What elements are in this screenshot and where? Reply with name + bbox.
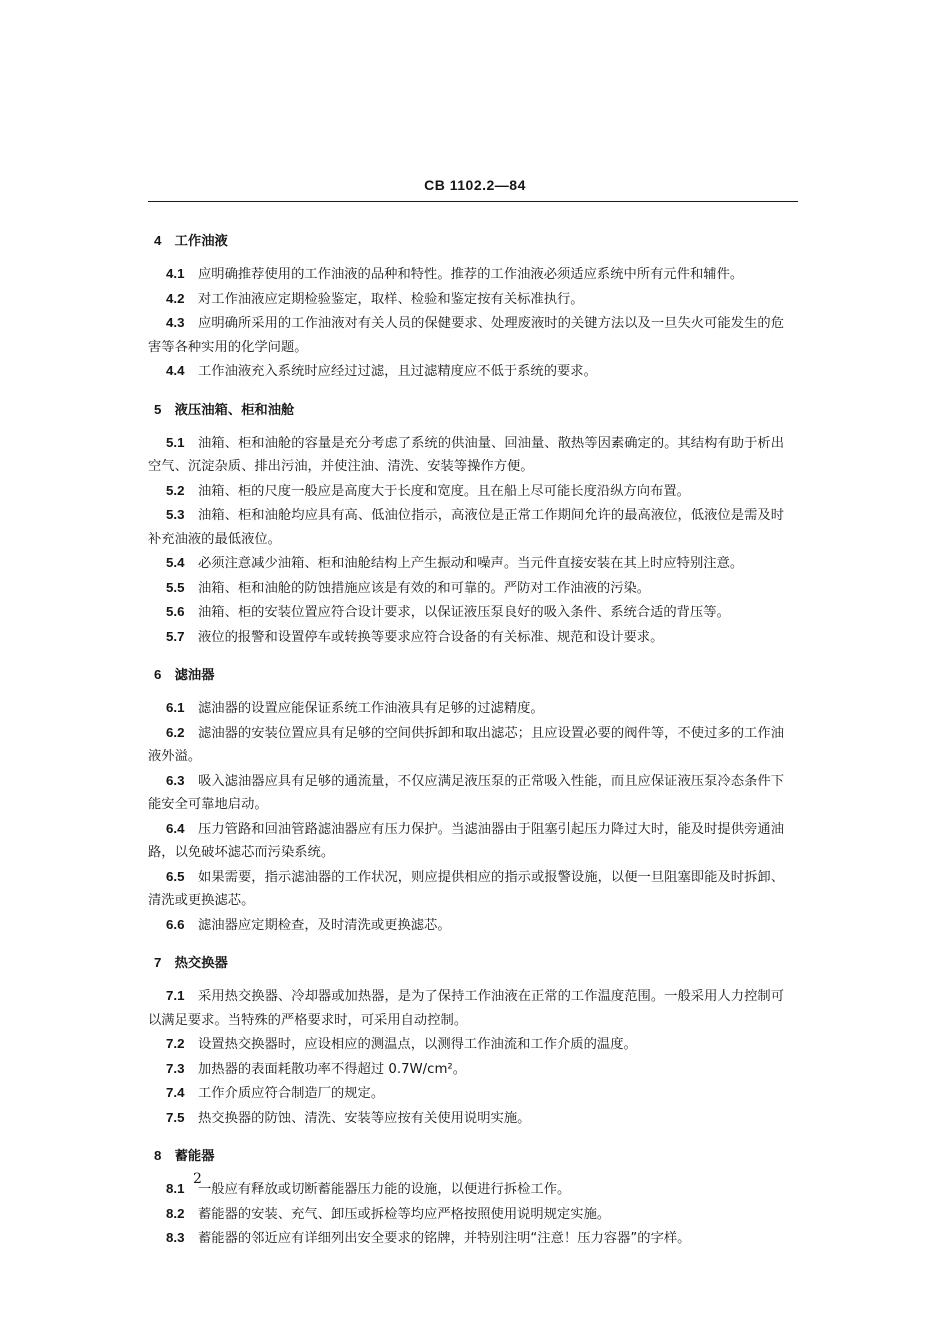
clause-text: 工作介质应符合制造厂的规定。 <box>198 1086 385 1101</box>
clause-text: 必须注意减少油箱、柜和油舱结构上产生振动和噪声。当元件直接安装在其上时应特别注意。 <box>198 556 744 571</box>
section-number: 8 <box>154 1148 162 1163</box>
clause-number: 7.4 <box>166 1085 185 1100</box>
clause-5-1 <box>148 431 784 479</box>
clause-8-3 <box>148 1226 784 1251</box>
clause-5-7 <box>148 625 784 650</box>
clause-7-1 <box>148 984 784 1032</box>
clause-text: 滤油器应定期检查，及时清洗或更换滤芯。 <box>198 917 451 933</box>
section-number: 5 <box>154 401 162 417</box>
clause-number: 7.3 <box>166 1060 185 1076</box>
clause-text: 采用热交换器、冷却器或加热器，是为了保持工作油液在正常的工作温度范围。一般采用人力控制可以满足要求。当特殊的严格要求时，可采用自动控制。 <box>148 989 784 1028</box>
section-title <box>154 230 784 253</box>
clause-7-3 <box>148 1057 784 1082</box>
section-title <box>154 399 784 422</box>
clause-4-3 <box>148 311 784 359</box>
clause-text: 设置热交换器时，应设相应的测温点，以测得工作油流和工作介质的温度。 <box>198 1037 637 1052</box>
section-heading: 滤油器 <box>174 668 215 683</box>
clause-number: 5.1 <box>166 434 185 450</box>
clause-6-2 <box>148 721 784 769</box>
clause-5-3 <box>148 503 784 551</box>
section-title <box>154 1145 784 1168</box>
document-code: CB 1102.2—84 <box>424 177 526 193</box>
clause-text: 滤油器的安装位置应具有足够的空间供拆卸和取出滤芯；且应设置必要的阀件等，不使过多的工作油液外溢。 <box>148 725 784 764</box>
header-rule <box>148 201 798 202</box>
clause-text: 压力管路和回油管路滤油器应有压力保护。当滤油器由于阻塞引起压力降过大时，能及时提供旁通油路，以免破坏滤芯而污染系统。 <box>148 821 784 860</box>
section-number: 4 <box>154 233 162 248</box>
clause-text: 油箱、柜的安装位置应符合设计要求，以保证液压泵良好的吸入条件、系统合适的背压等。 <box>198 605 730 620</box>
clause-4-1 <box>148 262 784 287</box>
clause-6-5 <box>148 865 784 913</box>
clause-number: 4.2 <box>166 290 185 306</box>
clause-number: 5.3 <box>166 507 185 522</box>
clause-text: 液位的报警和设置停车或转换等要求应符合设备的有关标准、规范和设计要求。 <box>198 629 664 645</box>
section-number: 7 <box>154 955 162 970</box>
section-8 <box>148 1145 784 1251</box>
clause-text: 吸入滤油器应具有足够的通流量，不仅应满足液压泵的正常吸入性能，而且应保证液压泵冷态条件下能安全可靠地启动。 <box>148 773 784 812</box>
clause-number: 5.7 <box>166 628 185 644</box>
clause-7-2 <box>148 1032 784 1057</box>
clause-7-4 <box>148 1081 784 1106</box>
clause-6-3 <box>148 769 784 817</box>
clause-text: 油箱、柜和油舱均应具有高、低油位指示，高液位是正常工作期间允许的最高液位，低液位是需及时补充油液的最低液位。 <box>148 508 784 547</box>
clause-5-6 <box>148 600 784 625</box>
clause-text: 油箱、柜和油舱的容量是充分考虑了系统的供油量、回油量、散热等因素确定的。其结构有助于析出空气、沉淀杂质、排出污油，并使注油、清洗、安装等操作方便。 <box>148 435 784 474</box>
section-5 <box>148 399 784 650</box>
section-title <box>154 952 784 975</box>
clause-text: 加热器的表面耗散功率不得超过 0.7W/cm²。 <box>198 1061 467 1077</box>
section-heading: 蓄能器 <box>174 1149 215 1164</box>
clause-text: 应明确推荐使用的工作油液的品种和特性。推荐的工作油液必须适应系统中所有元件和辅件。 <box>198 267 744 282</box>
clause-6-4 <box>148 817 784 865</box>
clause-number: 6.4 <box>166 820 185 836</box>
clause-number: 5.5 <box>166 579 185 595</box>
clause-number: 6.3 <box>166 772 185 788</box>
clause-text: 蓄能器的邻近应有详细列出安全要求的铭牌，并特别注明“注意！压力容器”的字样。 <box>198 1231 691 1246</box>
clause-number: 8.2 <box>166 1205 185 1221</box>
clause-text: 对工作油液应定期检验鉴定，取样、检验和鉴定按有关标准执行。 <box>198 291 584 307</box>
clause-6-1 <box>148 696 784 721</box>
clause-text: 如果需要，指示滤油器的工作状况，则应提供相应的指示或报警设施，以便一旦阻塞即能及时拆卸、清洗或更换滤芯。 <box>148 869 784 908</box>
clause-number: 8.3 <box>166 1230 185 1245</box>
clause-text: 滤油器的设置应能保证系统工作油液具有足够的过滤精度。 <box>198 701 544 716</box>
clause-number: 5.2 <box>166 482 185 498</box>
clause-number: 4.4 <box>166 363 185 378</box>
section-heading: 液压油箱、柜和油舱 <box>174 402 295 418</box>
clause-text: 油箱、柜的尺度一般应是高度大于长度和宽度。且在船上尽可能长度沿纵方向布置。 <box>198 483 690 499</box>
clause-4-4 <box>148 359 784 384</box>
clause-5-2 <box>148 479 784 504</box>
clause-4-2 <box>148 287 784 312</box>
clause-number: 7.2 <box>166 1036 185 1051</box>
clause-number: 5.4 <box>166 555 185 570</box>
page-number: 2 <box>193 1171 202 1187</box>
clause-7-5 <box>148 1106 784 1131</box>
clause-number: 5.6 <box>166 604 185 619</box>
section-title <box>154 664 784 687</box>
clause-8-1 <box>148 1177 784 1202</box>
clause-number: 6.2 <box>166 724 185 740</box>
clause-number: 7.5 <box>166 1109 185 1125</box>
clause-text: 热交换器的防蚀、清洗、安装等应按有关使用说明实施。 <box>198 1110 531 1126</box>
clause-5-4 <box>148 551 784 576</box>
clause-5-5 <box>148 576 784 601</box>
clause-text: 一般应有释放或切断蓄能器压力能的设施，以便进行拆检工作。 <box>198 1182 571 1197</box>
section-number: 6 <box>154 667 162 682</box>
section-4 <box>148 230 784 384</box>
clause-text: 工作油液充入系统时应经过过滤，且过滤精度应不低于系统的要求。 <box>198 364 597 379</box>
clause-number: 6.1 <box>166 700 185 715</box>
clause-number: 6.5 <box>166 868 185 884</box>
clause-text: 应明确所采用的工作油液对有关人员的保健要求、处理废液时的关键方法以及一旦失火可能发生的危害等各种实用的化学问题。 <box>148 316 784 355</box>
clause-number: 8.1 <box>166 1181 185 1196</box>
clause-number: 4.3 <box>166 315 185 330</box>
clause-text: 蓄能器的安装、充气、卸压或拆检等均应严格按照使用说明规定实施。 <box>198 1206 611 1222</box>
clause-8-2 <box>148 1202 784 1227</box>
clause-number: 7.1 <box>166 988 185 1003</box>
clause-number: 4.1 <box>166 266 185 281</box>
clause-text: 油箱、柜和油舱的防蚀措施应该是有效的和可靠的。严防对工作油液的污染。 <box>198 580 651 596</box>
clause-number: 6.6 <box>166 916 185 932</box>
section-heading: 热交换器 <box>174 956 228 971</box>
clause-6-6 <box>148 913 784 938</box>
section-7 <box>148 952 784 1130</box>
section-heading: 工作油液 <box>174 234 228 249</box>
section-6 <box>148 664 784 937</box>
document-body <box>148 230 784 1266</box>
